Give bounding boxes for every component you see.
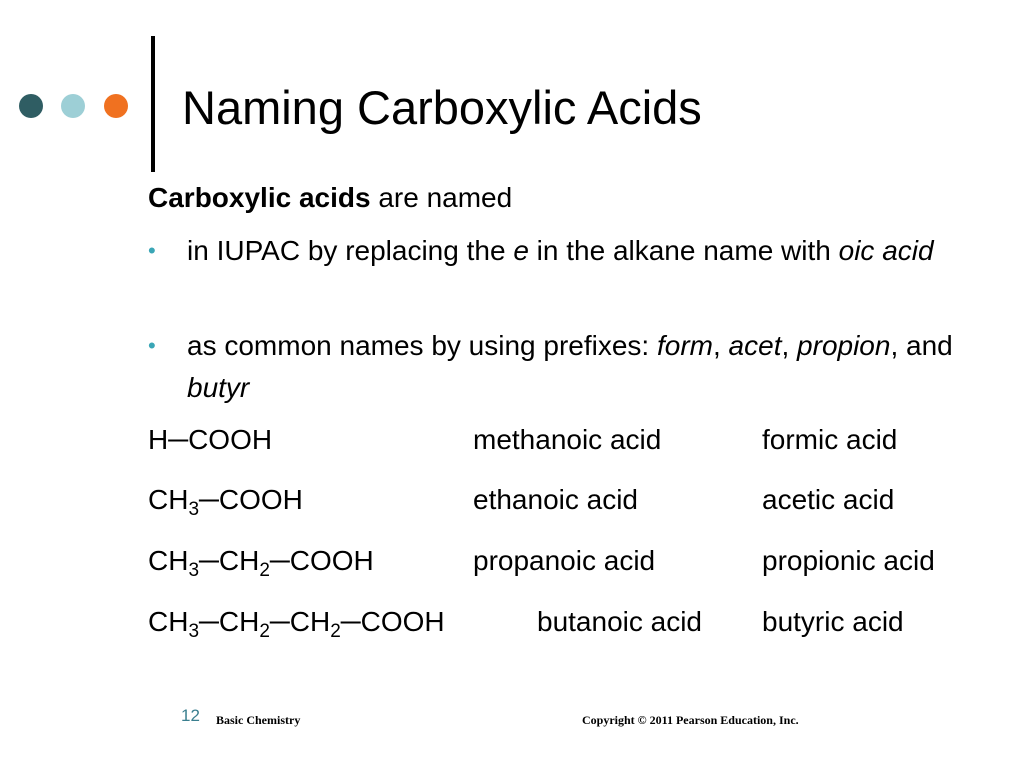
formula-butanoic: $CH_3─CH_2─CH_2─COOH$ [148, 606, 445, 642]
bullet-text: as common names by using prefixes: [187, 330, 657, 361]
common-name: acetic acid [762, 484, 895, 515]
bullet-dot: • [148, 238, 156, 263]
iupac-name: propanoic acid [473, 545, 656, 576]
title-divider [151, 36, 155, 172]
intro-bold: Carboxylic acids [148, 182, 371, 213]
prefix-butyr: butyr [187, 372, 250, 403]
prefix-acet: acet [728, 330, 782, 361]
footer-copyright: Copyright © 2011 Pearson Education, Inc. [582, 713, 799, 727]
common-name: formic acid [762, 424, 898, 455]
decorative-dot-dark [19, 94, 43, 118]
bullet-text: in IUPAC by replacing the [187, 235, 514, 266]
bullet-common [148, 325, 988, 409]
bullet-text: , and [890, 330, 953, 361]
slide-title: Naming Carboxylic Acids [182, 81, 702, 134]
iupac-name: butanoic acid [537, 606, 703, 637]
common-name: propionic acid [762, 545, 935, 576]
bullet-italic: e [513, 235, 529, 266]
iupac-name: ethanoic acid [473, 484, 639, 515]
bullet-text: , [781, 330, 798, 361]
formula-methanoic: H─COOH [148, 424, 273, 455]
bullet-italic: oic acid [838, 235, 934, 266]
bullet-dot: • [148, 333, 156, 358]
iupac-name: methanoic acid [473, 424, 662, 455]
bullet-iupac [148, 230, 988, 272]
prefix-form: form [656, 330, 713, 361]
common-name: butyric acid [762, 606, 904, 637]
formula-propanoic: $CH_3─CH_2─COOH$ [148, 545, 374, 581]
prefix-propion: propion [797, 330, 891, 361]
bullet-text: in the alkane name with [528, 235, 839, 266]
footer-course: Basic Chemistry [216, 713, 301, 727]
page-number: 12 [181, 706, 200, 725]
decorative-dot-light [61, 94, 85, 118]
decorative-dot-orange [104, 94, 128, 118]
formula-ethanoic: $CH_3─COOH$ [148, 484, 303, 520]
intro-rest: are named [370, 182, 513, 213]
bullet-text: , [712, 330, 729, 361]
intro-text [148, 180, 512, 216]
